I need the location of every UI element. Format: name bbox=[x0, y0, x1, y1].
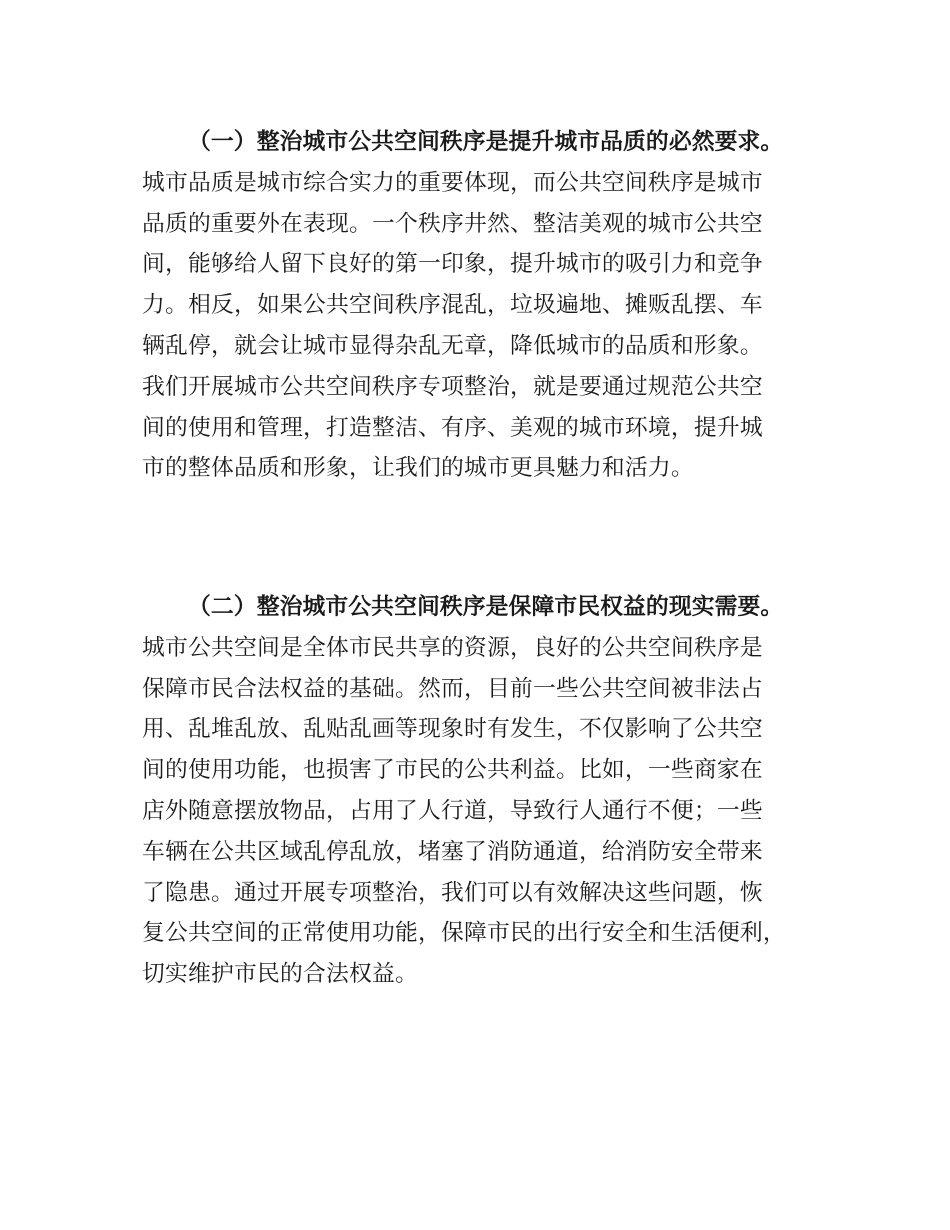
paragraph-line: 力。相反，如果公共空间秩序混乱，垃圾遍地、摊贩乱摆、车 bbox=[142, 292, 763, 319]
paragraph-line: 间的使用功能，也损害了市民的公共利益。比如，一些商家在 bbox=[142, 757, 763, 784]
paragraph-line: 间的使用和管理，打造整洁、有序、美观的城市环境，提升城 bbox=[142, 414, 763, 441]
paragraph-line: 辆乱停，就会让城市显得杂乱无章，降低城市的品质和形象。 bbox=[142, 332, 763, 359]
paragraph-line: 复公共空间的正常使用功能，保障市民的出行安全和生活便利， bbox=[142, 920, 786, 947]
paragraph-line: 我们开展城市公共空间秩序专项整治，就是要通过规范公共空 bbox=[142, 373, 763, 400]
paragraph-line: 了隐患。通过开展专项整治，我们可以有效解决这些问题，恢 bbox=[142, 879, 763, 906]
paragraph-line: 用、乱堆乱放、乱贴乱画等现象时有发生，不仅影响了公共空 bbox=[142, 716, 763, 743]
section-heading: （一）整治城市公共空间秩序是提升城市品质的必然要求。 bbox=[188, 129, 784, 155]
section-heading: （二）整治城市公共空间秩序是保障市民权益的现实需要。 bbox=[188, 594, 784, 620]
paragraph-line: 店外随意摆放物品，占用了人行道，导致行人通行不便；一些 bbox=[142, 797, 763, 824]
section-one bbox=[142, 122, 832, 489]
paragraph-line: 城市公共空间是全体市民共享的资源，良好的公共空间秩序是 bbox=[142, 634, 763, 661]
paragraph-line: 市的整体品质和形象，让我们的城市更具魅力和活力。 bbox=[142, 455, 694, 482]
paragraph-line: 品质的重要外在表现。一个秩序井然、整洁美观的城市公共空 bbox=[142, 210, 763, 237]
paragraph-line: 车辆在公共区域乱停乱放，堵塞了消防通道，给消防安全带来 bbox=[142, 838, 763, 865]
section-two bbox=[142, 587, 832, 995]
paragraph-line: 间，能够给人留下良好的第一印象，提升城市的吸引力和竞争 bbox=[142, 251, 763, 278]
paragraph-line: 城市品质是城市综合实力的重要体现，而公共空间秩序是城市 bbox=[142, 169, 763, 196]
paragraph-line: 切实维护市民的合法权益。 bbox=[142, 961, 418, 988]
paragraph-line: 保障市民合法权益的基础。然而，目前一些公共空间被非法占 bbox=[142, 675, 763, 702]
